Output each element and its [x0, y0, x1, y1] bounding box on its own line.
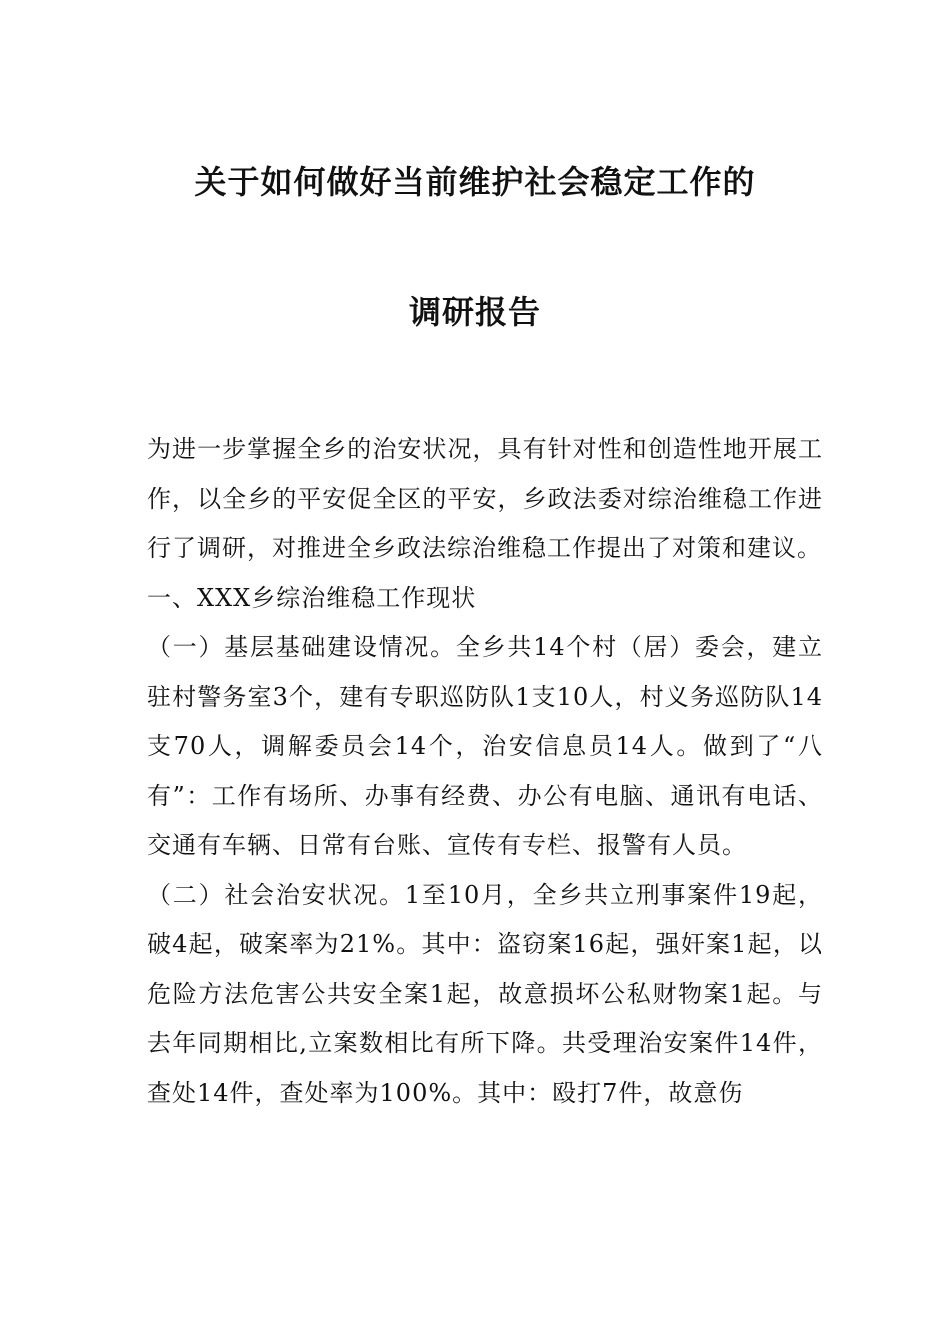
document-body — [147, 425, 823, 1118]
document-title-line-1: 关于如何做好当前维护社会稳定工作的 — [194, 163, 756, 201]
document-title-line-2: 调研报告 — [408, 293, 541, 331]
subsection-paragraph-1: （一）基层基础建设情况。全乡共14个村（居）委会，建立驻村警务室3个，建有专职巡防队1支10人，村义务巡防队14支70人，调解委员会14个，治安信息员14人。做到了“八有”：工作有场所、办事有经费、办公有电脑、通讯有电话、交通有车辆、日常有台账、宣传有专栏、报警有人员。 — [147, 633, 823, 859]
intro-paragraph: 为进一步掌握全乡的治安状况，具有针对性和创造性地开展工作，以全乡的平安促全区的平安，乡政法委对综治维稳工作进行了调研，对推进全乡政法综治维稳工作提出了对策和建议。 — [147, 435, 823, 562]
section-heading: 一、XXX乡综治维稳工作现状 — [147, 583, 477, 612]
subsection-paragraph-2: （二）社会治安状况。1至10月，全乡共立刑事案件19起，破4起，破案率为21%。其中：盗窃案16起，强奸案1起，以危险方法危害公共安全案1起，故意损坏公私财物案1起。与去年同期相比,立案数相比有所下降。共受理治安案件14件，查处14件，查处率为100%。其中：殴打7件，故意伤 — [147, 880, 823, 1107]
